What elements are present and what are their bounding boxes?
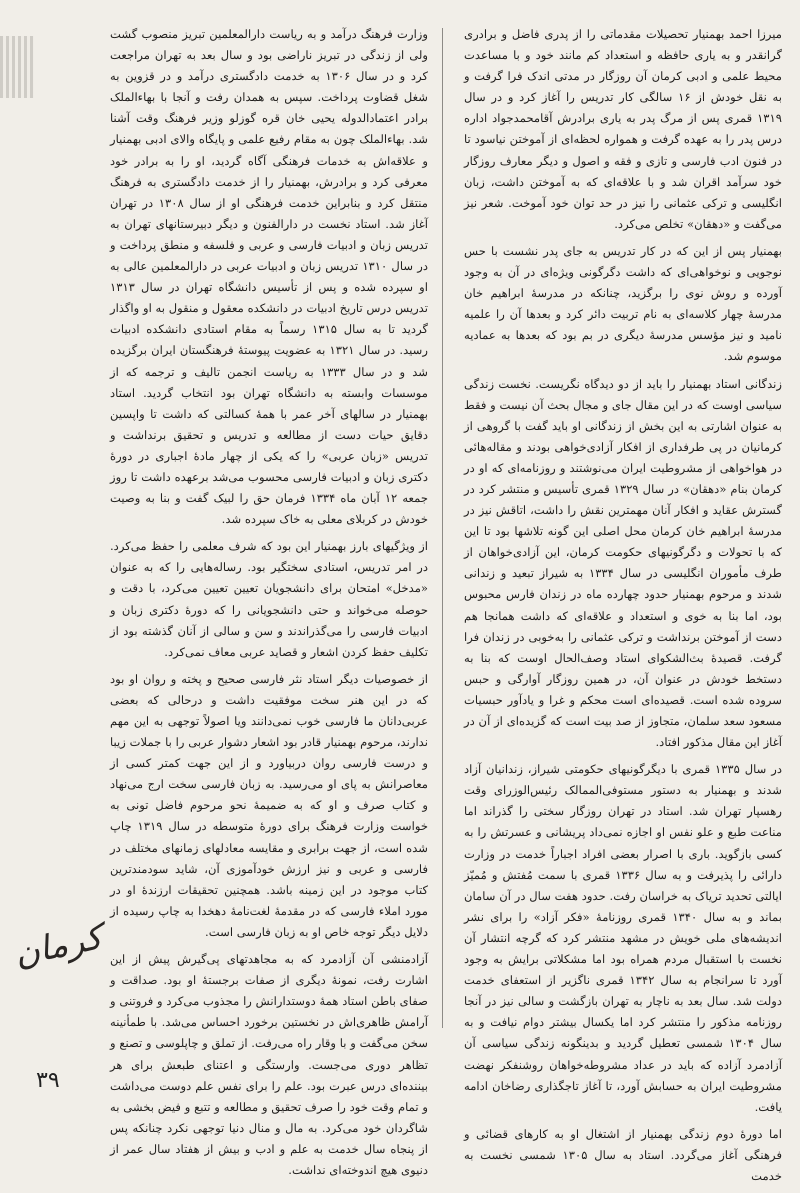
paragraph: از ویژگیهای بارز بهمنیار این بود که شرف معلمی را حفظ می‌کرد. در امر تدریس، استادی سختگیر بود. رساله‌هایی را که به عنوان «مدخل» امتحان برای دانشجویان تعیین تعیین می‌کرد، با دقت و حوصله می‌خواند و حتی دانشجویانی را که دورهٔ دکتری زبان و ادبیات فارسی را می‌گذراندند و سن و سالی از آنان گذشته بود از تکلیف حفظ کردن اشعار و قصاید عربی معاف نمی‌کرد. (110, 539, 428, 659)
magazine-logo: کرمان (10, 917, 106, 975)
paragraph: آزادمنشی آن آزادمرد که به مجاهدتهای پی‌گیرش پیش از این اشارت رفت، نمونهٔ دیگری از صفات برجستهٔ او بود. صداقت و صفای باطن استاد همهٔ دوستدارانش را مجذوب می‌کرد و فروتنی و آرامش ظاهری‌اش در نخستین برخورد احساس می‌شد. با طمأنینه سخن می‌گفت و با وقار راه می‌رفت. از تملق و چاپلوسی و تصنع و تظاهر دوری می‌جست. وارستگی و اعتنای طبعش برای هر بیننده‌ای درس عبرت بود. علم را برای نفس علم دوست می‌داشت و تمام وقت خود را صرف تحقیق و مطالعه و تتبع و فیض بخشی به شاگردان خود می‌کرد. به مال و منال دنیا توجهی نکرد چنانکه پس از پنجاه سال خدمت به علم و ادب و بیش از هفتاد سال عمر از دنیوی هیچ اندوخته‌ای نداشت. (110, 952, 428, 1177)
paragraph: بهمنیار پس از این که در کار تدریس به جای پدر نشست با حس نوجویی و نوخواهی‌ای که داشت دگرگونی ویژه‌ای در آن به وجود آورده و روش نوی را برگزید، چنانکه در مدرسهٔ ابراهیم خان مدرسهٔ چهار کلاسه‌ای به نام تربیت دائر کرد و بعدها آن را علمیه نامید و نیز مؤسس مدرسهٔ دیگری در بم بود که بعدها به عمادیه موسوم شد. (464, 243, 782, 364)
left-column (110, 24, 428, 1187)
paragraph: از خصوصیات دیگر استاد نثر فارسی صحیح و پخته و روان او بود که در این هنر سخت موفقیت داشت و درحالی که بعضی عربی‌دانان ما فارسی خوب نمی‌دانند ویا اصولاً توجهی به این مهم ندارند، مرحوم بهمنیار قادر بود اشعار دشوار عربی را با جملات زیبا و درست فارسی روان دربیاورد و از این جهت کمتر کسی از معاصرانش به پای او می‌رسید. به زبان فارسی سخت ارج می‌نهاد و کتاب صرف و او که به ضمیمهٔ نحو مرحوم فاضل تونی به خواست وزارت فرهنگ برای دورهٔ متوسطه در سال ۱۳۱۹ چاپ شده است، از جهت برابری و مقایسه معادلهای زمانهای مختلف در فارسی و عربی و نیز ارزش خودآموزی آن، شاید سودمندترین کتاب موجود در این زمینه باشد. همچنین تحقیقات ارزندهٔ او در مورد املاء فارسی که در مقدمهٔ لغت‌نامهٔ دهخدا به چاپ رسیده از دلایل دیگر توجه خاص او به زبان فارسی است. (110, 671, 428, 939)
article-page (110, 24, 783, 1183)
column-divider (442, 28, 443, 1028)
right-column (464, 24, 782, 1193)
paragraph: زندگانی استاد بهمنیار را باید از دو دیدگاه نگریست. نخست زندگی سیاسی اوست که در این مقال جای و مجال بحث آن نیست و فقط به عنوان اشارتی به این بخش از زندگانی او باید گفت با گروهی از کرمانیان در پی طرفداری از افکار آزادی‌خواهی بودند و مقاله‌هائی در هواخواهی از مشروطیت ایران می‌نوشتند و روزنامه‌ای که او در کرمان بنام «دهقان» در سال ۱۳۲۹ قمری تأسیس و منتشر کرد در گسترش عقاید و افکار آنان مهمترین نقش را داشت، اتاقش نیز در مدرسهٔ ابراهیم خان کرمان محل اصلی این گونه تلاشها بود تا این که با تحولات و دگرگونیهای حکومت کرمان، این آزادی‌خواهان از طرف مأموران انگلیسی در سال ۱۳۳۴ به شیراز تبعید و زندانی شدند و مرحوم بهمنیار حدود چهارده ماه در زندان فارس محبوس بود، اما بنا به خوی و استعداد و علاقه‌ای که داشت همانجا هم دست از آموختن برنداشت و ترکی عثمانی را به‌خوبی در زندان فرا گرفت. قصیدهٔ بث‌الشکوای استاد وصف‌الحال اوست که بنا به دستخط خودش در عنوان آن، در همین روزگار آوارگی و حبس سروده شده است. قصیده‌ای است محکم و غرا و یادآور حبسیات مسعود سعد سلمان، متجاوز از صد بیت است که گزیده‌ای از آن در آغاز این مقال مذکور افتاد. (464, 376, 782, 750)
decorative-edge-bar (0, 36, 34, 98)
paragraph: در سال ۱۳۳۵ قمری با دیگرگونیهای حکومتی شیراز، زندانیان آزاد شدند و بهمنیار به دستور مستوفی‌الممالک رئیس‌الوزرای وقت رهسپار تهران شد. استاد در تهران روزگار سختی را گذراند اما مناعت طبع و علو نفس او اجازه نمی‌داد پریشانی و عسرتش را به کسی بازگوید. باری با اصرار بعضی افراد اجباراً خدمت در وزارت دارائی را پذیرفت و به سال ۱۳۳۶ قمری با سمت مُفتش و مُمیّز ایالتی تحدید تریاک به خراسان رفت. حدود هفت سال در آن سامان بماند و به سال ۱۳۴۰ قمری روزنامهٔ «فکر آزاد» را برای نشر اندیشه‌های ملی خویش در مشهد منتشر کرد که گرچه انتشار آن نخست با استقبال مردم همراه بود اما مشکلاتی برایش به وجود آورد تا سرانجام به سال ۱۳۴۲ قمری ناگزیر از استعفای خدمت دولت شد. سال بعد به ناچار به تهران بازگشت و سالی نیز در آنجا روزنامه مذکور را منتشر کرد اما یکسال بیشتر دوام نیافت و به سال ۱۳۰۴ شمسی تعطیل گردید و بدینگونه زندگی سیاسی آن آزادمرد آزاده که باید در عداد مشروطه‌خواهان روشنفکر نهضت مشروطیت ایران به حسابش آورد، تا آغاز تاجگذاری رضاخان ادامه یافت. (464, 762, 783, 1114)
page-number: ۳۹ (36, 1068, 60, 1093)
paragraph: میرزا احمد بهمنیار تحصیلات مقدماتی را از پدری فاضل و برادری گرانقدر و به یاری حافظه و استعداد کم مانند خود و با مساعدت محیط علمی و ادبی کرمان آن روزگار در مدتی اندک فرا گرفت و به نقل خودش از ۱۶ سالگی کار تدریس را آغاز کرد و در سال ۱۳۱۹ قمری پس از مرگ پدر به یاری برادرش آقامحمدجواد اداره درس پدر را به عهده گرفت و همواره لحظه‌ای از آموختن نیاسود تا در فنون ادب فارسی و تازی و فقه و اصول و دیگر معارف روزگار خود سرآمد اقران شد و با علاقه‌ای که به آموختن داشت، زبان انگلیسی و ترکی عثمانی را نیز در حد توان خود آموخت. شعر نیز می‌گفت و «دهقان» تخلص می‌کرد. (464, 27, 782, 231)
paragraph: وزارت فرهنگ درآمد و به ریاست دارالمعلمین تبریز منصوب گشت ولی از زندگی در تبریز ناراضی بود و سال بعد به تهران مراجعت کرد و در سال ۱۳۰۶ به خدمت دادگستری درآمد و در قزوین به شغل قضاوت پرداخت. سپس به همدان رفت و آنجا با بهاءالملک برادر اعتمادالدوله یحیی خان قره گوزلو وزیر فرهنگ وقت آشنا شد. بهاءالملک چون به مقام رفیع علمی و پایگاه والای ادبی بهمنیار و علاقه‌اش به خدمات فرهنگی آگاه گردید، او را به برادر خود معرفی کرد و برادرش، بهمنیار را از خدمت دادگستری به فرهنگ منتقل کرد و بنابراین خدمت فرهنگی او از سال ۱۳۰۸ در تهران آغاز شد. استاد نخست در دارالفنون و دیگر دبیرستانهای تهران به تدریس زبان و ادبیات فارسی و عربی و فلسفه و منطق پرداخت و در سال ۱۳۱۰ تدریس زبان و ادبیات عربی در دارالمعلمین عالی به او سپرده شده و پس از تأسیس دانشگاه تهران در سال ۱۳۱۳ تدریس درس تاریخ ادبیات در دانشکده معقول و منقول به او واگذار گردید تا به سال ۱۳۱۵ رسماً به مقام استادی دانشکده ادبیات رسید. در سال ۱۳۲۱ به عضویت پیوستهٔ فرهنگستان ایران برگزیده شد و در سال ۱۳۳۳ به ریاست انجمن تالیف و ترجمه که از موسسات وابسته به دانشگاه تهران بود انتخاب گردید. استاد بهمنیار در سالهای آخر عمر با همهٔ کسالتی که داشت تا واپسین دقایق حیات دست از مطالعه و تدریس و تحقیق برنداشت و تدریس «زبان عربی» را که یکی از چهار مادهٔ اجباری در دورهٔ دکتری زبان و ادبیات فارسی محسوب می‌شد برعهده داشت تا روز جمعه ۱۲ آبان ماه ۱۳۳۴ فرمان حق را لبیک گفت و بنا به وصیت خودش در کربلای معلی به خاک سپرده شد. (110, 27, 429, 527)
paragraph: اما دورهٔ دوم زندگی بهمنیار از اشتغال او به کارهای قضائی و فرهنگی آغاز می‌گردد. استاد به سال ۱۳۰۵ شمسی نخست به خدمت (464, 1126, 782, 1183)
